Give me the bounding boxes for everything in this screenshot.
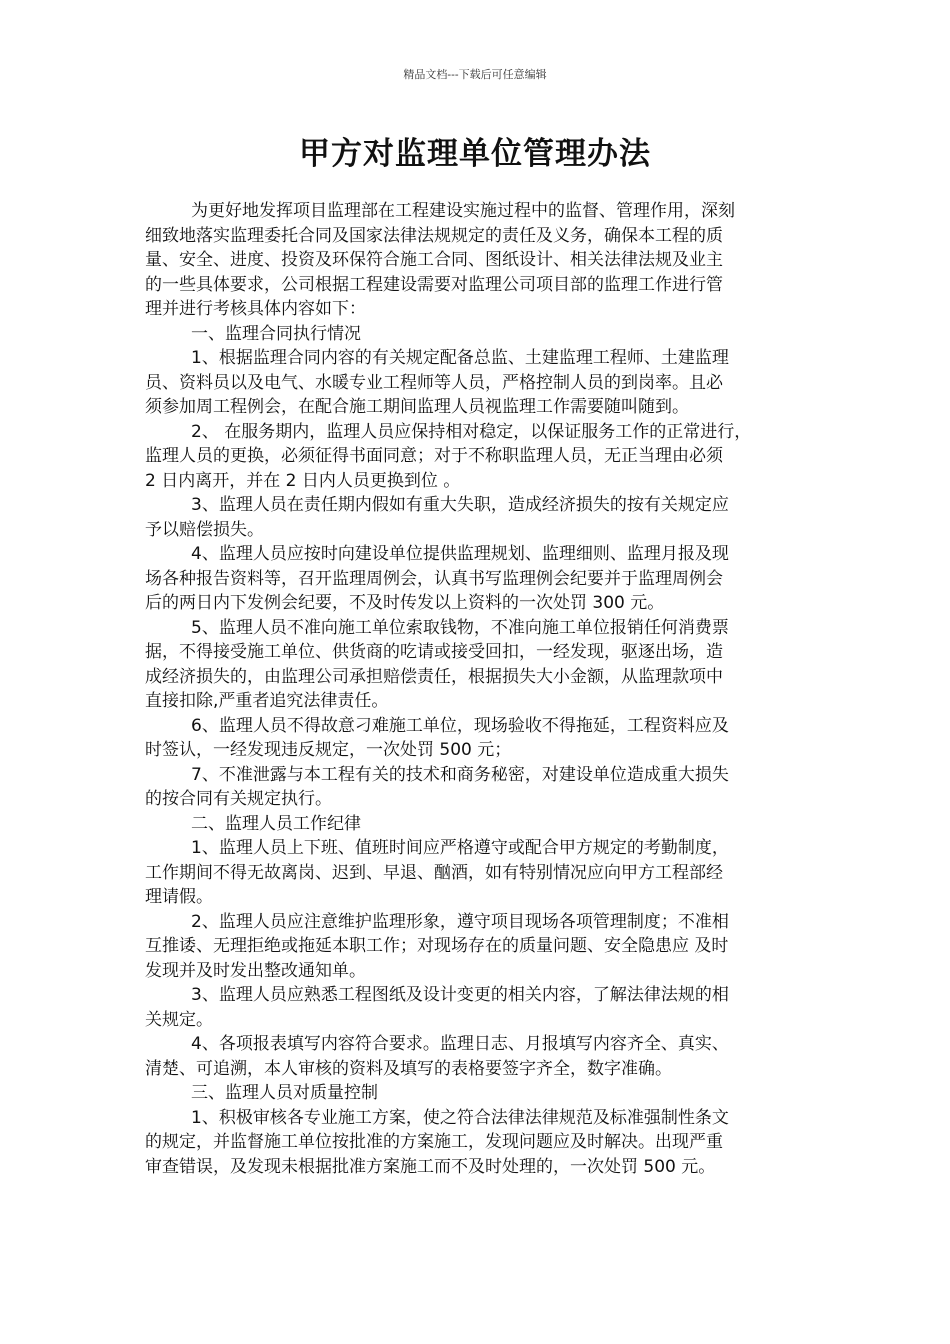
- paragraph-line: 3、监理人员在责任期内假如有重大失职，造成经济损失的按有关规定应: [191, 495, 729, 515]
- paragraph-line: 员、资料员以及电气、水暖专业工程师等人员，严格控制人员的到岗率。且必: [145, 372, 723, 393]
- paragraph-line: 成经济损失的，由监理公司承担赔偿责任，根据损失大小金额，从监理款项中: [145, 666, 723, 687]
- paragraph-line: 理并进行考核具体内容如下：: [145, 299, 366, 319]
- paragraph-line: 直接扣除,严重者追究法律责任。: [145, 691, 389, 711]
- paragraph-line: 发现并及时发出整改通知单。: [145, 960, 366, 981]
- paragraph-line: 据，不得接受施工单位、供货商的吃请或接受回扣，一经发现，驱逐出场，造: [145, 642, 723, 662]
- paragraph-line: 关规定。: [145, 1009, 213, 1030]
- paragraph-line: 监理人员的更换，必须征得书面同意；对于不称职监理人员，无正当理由必须: [145, 446, 723, 466]
- paragraph-line: 量、安全、进度、投资及环保符合施工合同、图纸设计、相关法律法规及业主: [145, 250, 723, 270]
- paragraph-line: 4、监理人员应按时向建设单位提供监理规划、监理细则、监理月报及现: [191, 544, 729, 564]
- paragraph-line: 4、各项报表填写内容符合要求。监理日志、月报填写内容齐全、真实、: [191, 1034, 729, 1054]
- paragraph-line: 审查错误，及发现未根据批准方案施工而不及时处理的，一次处罚 500 元。: [145, 1156, 716, 1177]
- paragraph-line: 场各种报告资料等，召开监理周例会，认真书写监理例会纪要并于监理周例会: [145, 568, 723, 589]
- paragraph-line: 互推诿、无理拒绝或拖延本职工作；对现场存在的质量问题、安全隐患应 及时: [145, 936, 729, 956]
- paragraph-line: 理请假。: [145, 887, 213, 907]
- paragraph-line: 5、监理人员不准向施工单位索取钱物，不准向施工单位报销任何消费票: [191, 617, 729, 638]
- paragraph-line: 3、监理人员应熟悉工程图纸及设计变更的相关内容，了解法律法规的相: [191, 985, 729, 1005]
- page-header: 精品文档---下载后可任意编辑: [403, 68, 547, 81]
- section-heading: 一、监理合同执行情况: [191, 323, 361, 344]
- paragraph-line: 1、积极审核各专业施工方案，使之符合法律法律规范及标准强制性条文: [191, 1107, 729, 1128]
- paragraph-line: 2、 在服务期内，监理人员应保持相对稳定，以保证服务工作的正常进行，: [191, 421, 752, 442]
- paragraph-line: 清楚、可追溯，本人审核的资料及填写的表格要签字齐全，数字准确。: [145, 1058, 672, 1079]
- paragraph-line: 后的两日内下发例会纪要，不及时传发以上资料的一次处罚 300 元。: [145, 593, 665, 613]
- section-heading: 二、监理人员工作纪律: [191, 813, 361, 834]
- section-heading: 三、监理人员对质量控制: [191, 1083, 378, 1103]
- paragraph-line: 为更好地发挥项目监理部在工程建设实施过程中的监督、管理作用，深刻: [191, 201, 735, 221]
- document-title: 甲方对监理单位管理办法: [299, 136, 651, 172]
- document-body: [145, 199, 817, 1179]
- paragraph-line: 细致地落实监理委托合同及国家法律法规规定的责任及义务，确保本工程的质: [145, 225, 723, 246]
- paragraph-line: 的按合同有关规定执行。: [145, 789, 332, 809]
- paragraph-line: 6、监理人员不得故意刁难施工单位，现场验收不得拖延，工程资料应及: [191, 715, 729, 736]
- paragraph-line: 的一些具体要求，公司根据工程建设需要对监理公司项目部的监理工作进行管: [145, 274, 723, 295]
- paragraph-line: 工作期间不得无故离岗、迟到、早退、酗酒，如有特别情况应向甲方工程部经: [145, 862, 723, 883]
- paragraph-line: 1、根据监理合同内容的有关规定配备总监、土建监理工程师、土建监理: [191, 348, 729, 368]
- paragraph-line: 2 日内离开，并在 2 日内人员更换到位 。: [145, 470, 461, 491]
- paragraph-line: 须参加周工程例会，在配合施工期间监理人员视监理工作需要随叫随到。: [145, 397, 689, 417]
- paragraph-line: 予以赔偿损失。: [145, 519, 264, 540]
- paragraph-line: 时签认，一经发现违反规定，一次处罚 500 元；: [145, 740, 512, 760]
- paragraph-line: 2、监理人员应注意维护监理形象，遵守项目现场各项管理制度；不准相: [191, 911, 729, 932]
- paragraph-line: 的规定，并监督施工单位按批准的方案施工，发现问题应及时解决。出现严重: [145, 1132, 723, 1152]
- paragraph-line: 7、不准泄露与本工程有关的技术和商务秘密，对建设单位造成重大损失: [191, 764, 729, 785]
- paragraph-line: 1、监理人员上下班、值班时间应严格遵守或配合甲方规定的考勤制度，: [191, 838, 729, 858]
